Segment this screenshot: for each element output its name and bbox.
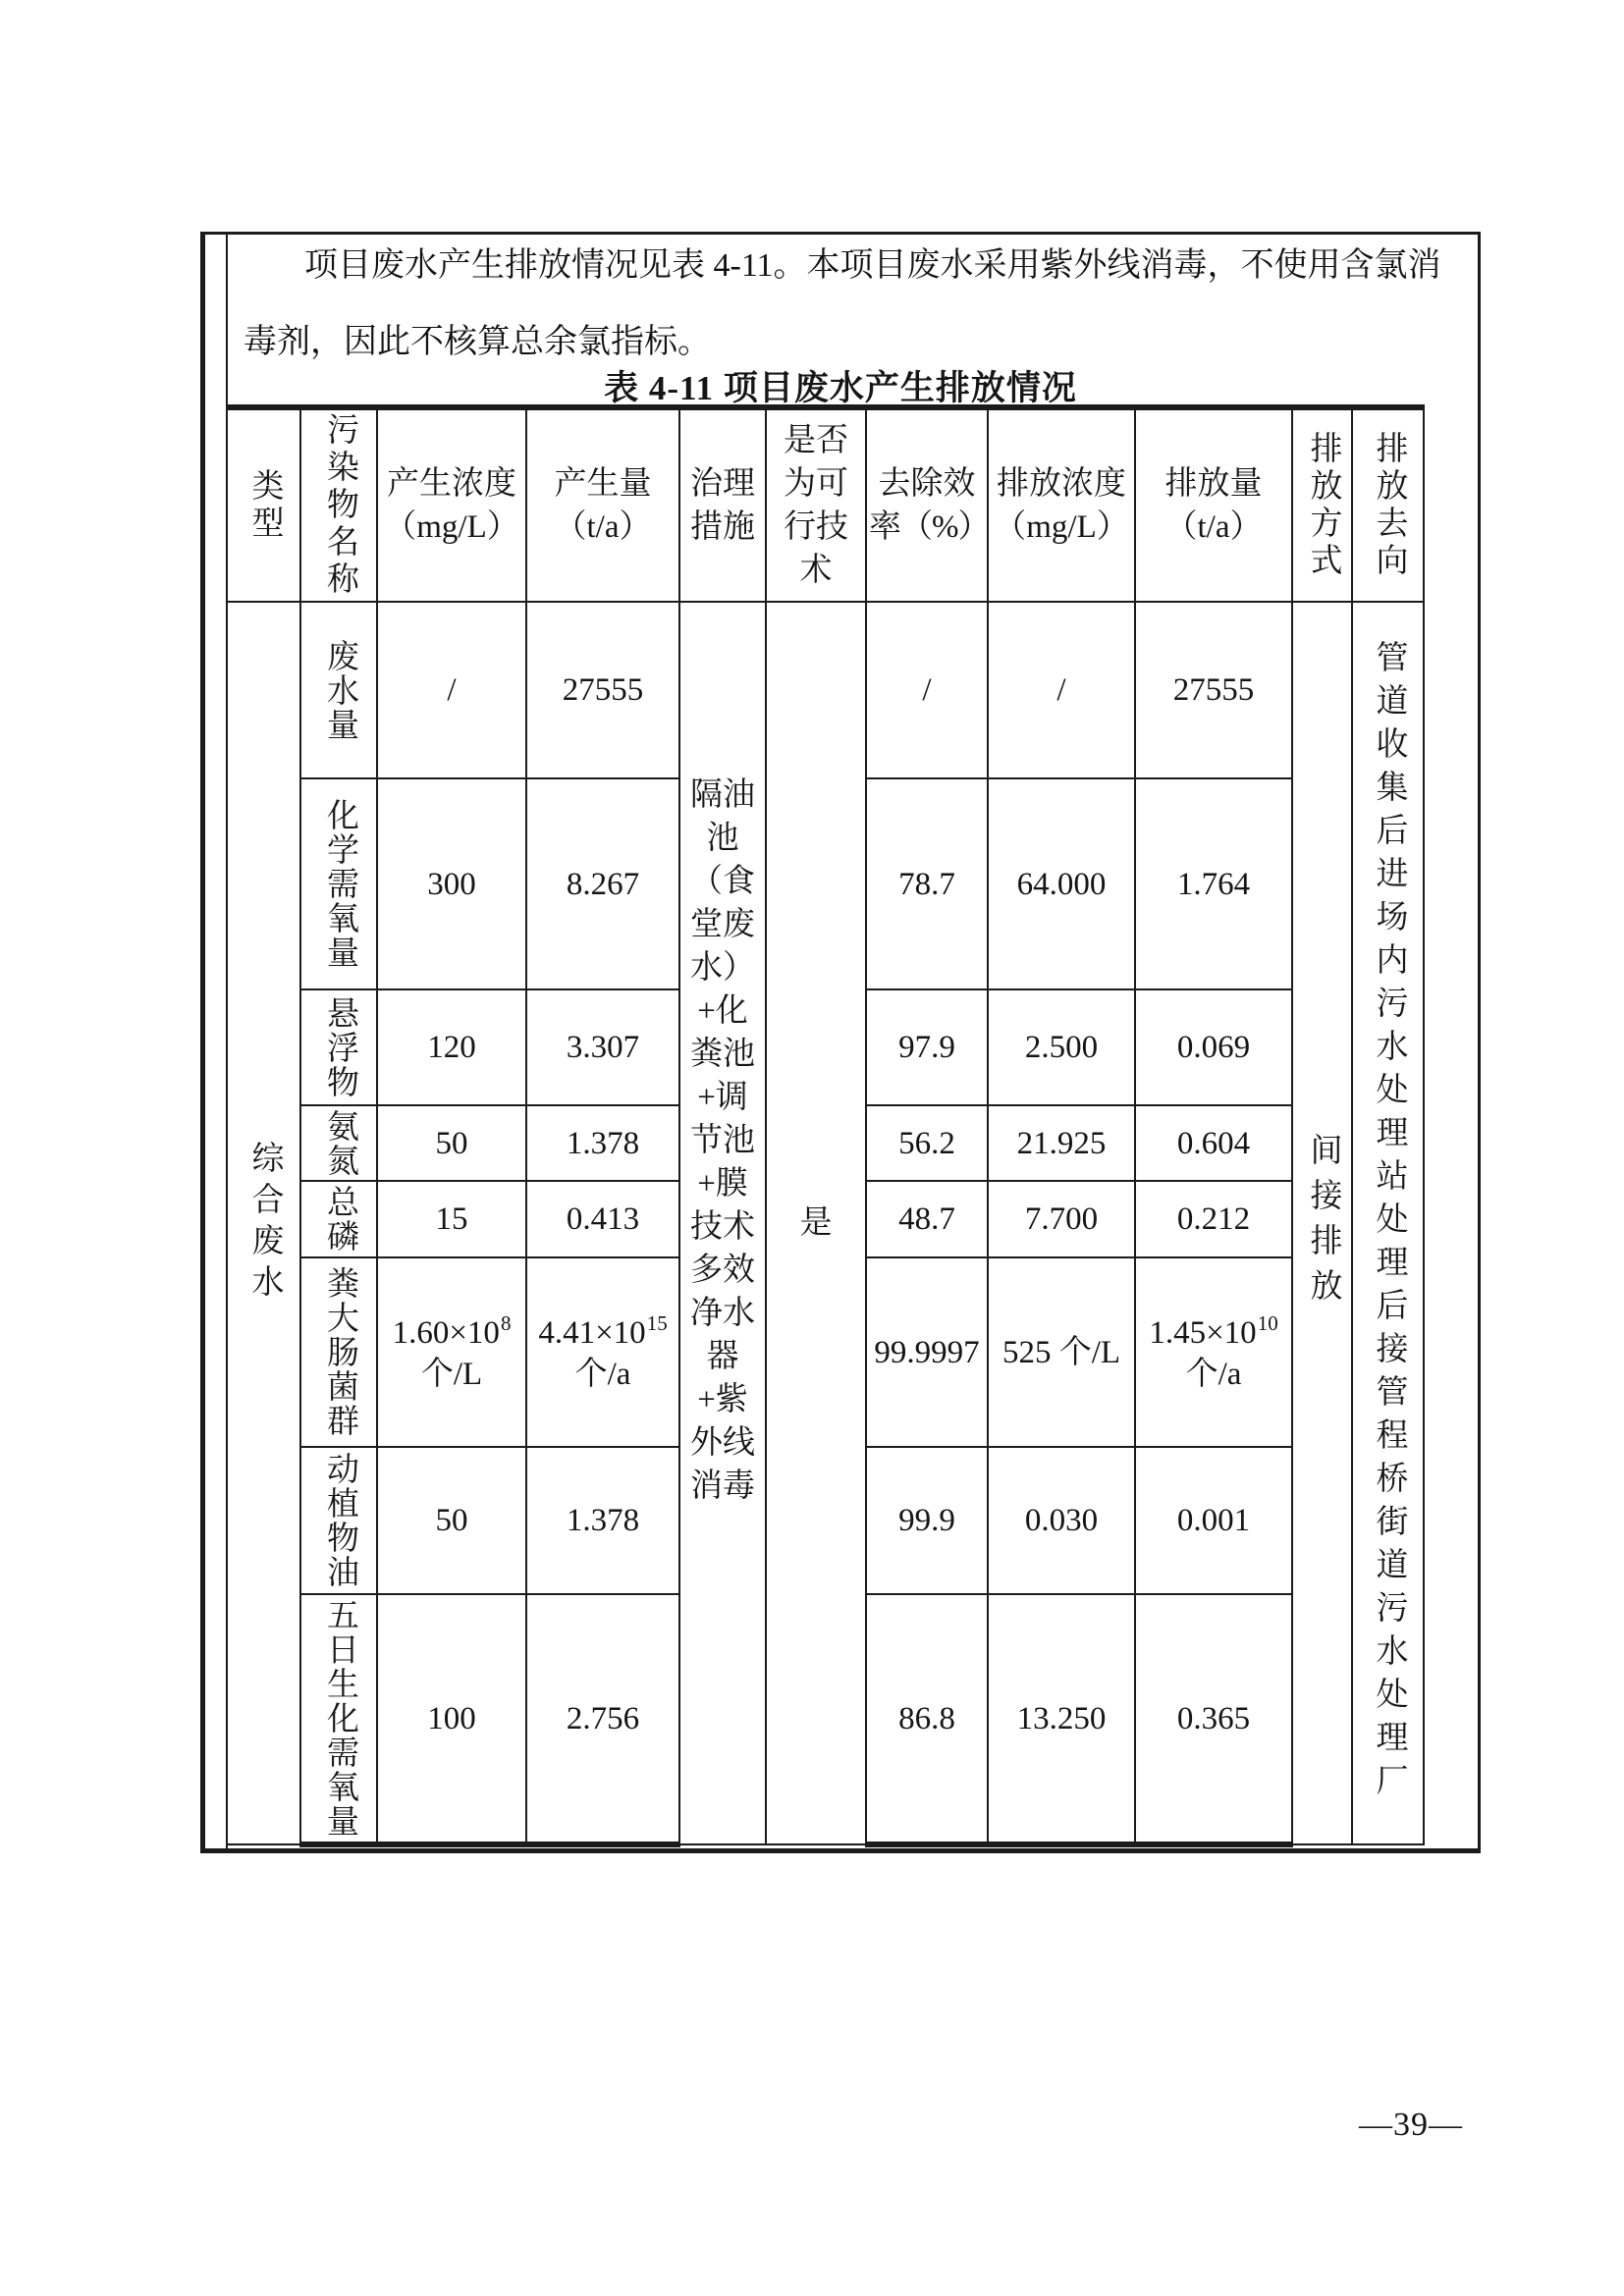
cell-type-merged: [227, 602, 300, 1844]
value-unit: 个/L: [420, 1356, 483, 1392]
cell-dis-amt: [1135, 1257, 1292, 1447]
cell-pollutant: 总磷: [300, 1181, 377, 1257]
type-merged-label: 综合废水: [246, 1141, 283, 1306]
col-header-gen-amt-line1: 产生量: [554, 466, 652, 502]
cell-treatment-merged: [679, 602, 766, 1844]
table-row-wastewater-volume: [227, 602, 1424, 778]
cell-gen-conc: 300: [377, 778, 526, 989]
col-header-treatment-label: 治理措施: [690, 466, 755, 545]
cell-gen-conc: 100: [377, 1594, 526, 1844]
col-header-removal-line2: 率（%）: [869, 509, 990, 545]
col-header-feasible: [766, 407, 866, 602]
cell-pollutant: 悬浮物: [300, 989, 377, 1105]
cell-gen-amt: 3.307: [526, 989, 679, 1105]
table-header-row: [227, 407, 1424, 602]
cell-dis-conc: /: [988, 602, 1135, 778]
cell-gen-conc: /: [377, 602, 526, 778]
cell-removal: 99.9: [866, 1447, 988, 1594]
cell-dest-merged: [1352, 602, 1424, 1844]
cell-pollutant: 动植物油: [300, 1447, 377, 1594]
cell-dis-conc: 21.925: [988, 1105, 1135, 1181]
dest-merged-label: 管道收集后进场内污水处理站处理后接管程桥街道污水处理厂: [1371, 640, 1407, 1806]
col-header-removal-line1: 去除效: [878, 466, 976, 502]
cell-dis-conc: 7.700: [988, 1181, 1135, 1257]
cell-dis-amt: 0.001: [1135, 1447, 1292, 1594]
cell-gen-amt: 8.267: [526, 778, 679, 989]
cell-gen-conc: 15: [377, 1181, 526, 1257]
col-header-gen-conc-line1: 产生浓度: [387, 466, 516, 502]
cell-gen-conc: 50: [377, 1447, 526, 1594]
cell-removal: 78.7: [866, 778, 988, 989]
cell-pollutant: 五日生化需氧量: [300, 1594, 377, 1844]
col-header-type-label: 类型: [246, 468, 283, 543]
value-with-exponent: $4.41\times 10^{15}$: [538, 1310, 668, 1351]
col-header-dis-conc: [988, 407, 1135, 602]
table-title: 表 4-11 项目废水产生排放情况: [604, 369, 1077, 407]
cell-removal: 86.8: [866, 1594, 988, 1844]
col-header-gen-amt-line2: （t/a）: [554, 509, 652, 545]
mode-merged-label: 间接排放: [1305, 1133, 1341, 1313]
col-header-pollutant: [300, 407, 377, 602]
col-header-removal: [866, 407, 988, 602]
cell-mode-merged: [1292, 602, 1352, 1844]
cell-pollutant: 粪大肠菌群: [300, 1257, 377, 1447]
cell-feasible-merged: 是: [766, 602, 866, 1844]
cell-removal: 97.9: [866, 989, 988, 1105]
cell-gen-amt: 1.378: [526, 1105, 679, 1181]
cell-gen-amt: 0.413: [526, 1181, 679, 1257]
cell-dis-amt: 1.764: [1135, 778, 1292, 989]
cell-gen-amt: [526, 1257, 679, 1447]
col-header-mode: [1292, 407, 1352, 602]
value-with-exponent: $1.60\times 10^8$: [392, 1310, 512, 1351]
col-header-dis-amt-line1: 排放量: [1164, 466, 1263, 502]
cell-dis-conc: 525 个/L: [988, 1257, 1135, 1447]
treatment-merged-text: 隔油池（食堂废水）+化粪池+调节池+膜技术多效净水器+紫外线消毒: [690, 777, 755, 1504]
cell-dis-amt: 0.212: [1135, 1181, 1292, 1257]
cell-pollutant: 废水量: [300, 602, 377, 778]
cell-gen-amt: 27555: [526, 602, 679, 778]
col-header-type: [227, 407, 300, 602]
cell-removal: 56.2: [866, 1105, 988, 1181]
cell-dis-conc: 13.250: [988, 1594, 1135, 1844]
col-header-dest-label: 排放去向: [1371, 431, 1407, 580]
col-header-dis-conc-line1: 排放浓度: [997, 466, 1126, 502]
col-header-dest: [1352, 407, 1424, 602]
col-header-gen-amt: [526, 407, 679, 602]
col-header-treatment: [679, 407, 766, 602]
cell-pollutant: 化学需氧量: [300, 778, 377, 989]
cell-dis-conc: 0.030: [988, 1447, 1135, 1594]
cell-removal: /: [866, 602, 988, 778]
cell-gen-conc: 50: [377, 1105, 526, 1181]
cell-dis-amt: 0.069: [1135, 989, 1292, 1105]
value-with-exponent: $1.45\times 10^{10}$: [1149, 1310, 1278, 1351]
col-header-mode-label: 排放方式: [1305, 431, 1341, 580]
cell-gen-conc: [377, 1257, 526, 1447]
cell-removal: 48.7: [866, 1181, 988, 1257]
col-header-dis-conc-line2: （mg/L）: [994, 509, 1129, 545]
col-header-dis-amt-line2: （t/a）: [1164, 509, 1263, 545]
cell-gen-conc: 120: [377, 989, 526, 1105]
cell-gen-amt: 1.378: [526, 1447, 679, 1594]
value-unit: 个/a: [1185, 1356, 1242, 1392]
cell-removal: 99.9997: [866, 1257, 988, 1447]
intro-paragraph: 项目废水产生排放情况见表 4-11。本项目废水采用紫外线消毒，不使用含氯消毒剂，因此不核算总余氯指标。: [244, 247, 1441, 360]
cell-dis-amt: 0.365: [1135, 1594, 1292, 1844]
cell-dis-amt: 0.604: [1135, 1105, 1292, 1181]
cell-gen-amt: 2.756: [526, 1594, 679, 1844]
cell-dis-amt: 27555: [1135, 602, 1292, 778]
cell-dis-conc: 64.000: [988, 778, 1135, 989]
wastewater-table: [226, 404, 1425, 1847]
col-header-gen-conc: [377, 407, 526, 602]
cell-pollutant: 氨氮: [300, 1105, 377, 1181]
cell-dis-conc: 2.500: [988, 989, 1135, 1105]
col-header-pollutant-label: 污染物名称: [321, 412, 357, 599]
page-number: —39—: [1359, 2107, 1463, 2143]
col-header-gen-conc-line2: （mg/L）: [384, 509, 519, 545]
col-header-dis-amt: [1135, 407, 1292, 602]
col-header-feasible-label: 是否为可行技术: [784, 423, 848, 588]
value-unit: 个/a: [574, 1356, 631, 1392]
